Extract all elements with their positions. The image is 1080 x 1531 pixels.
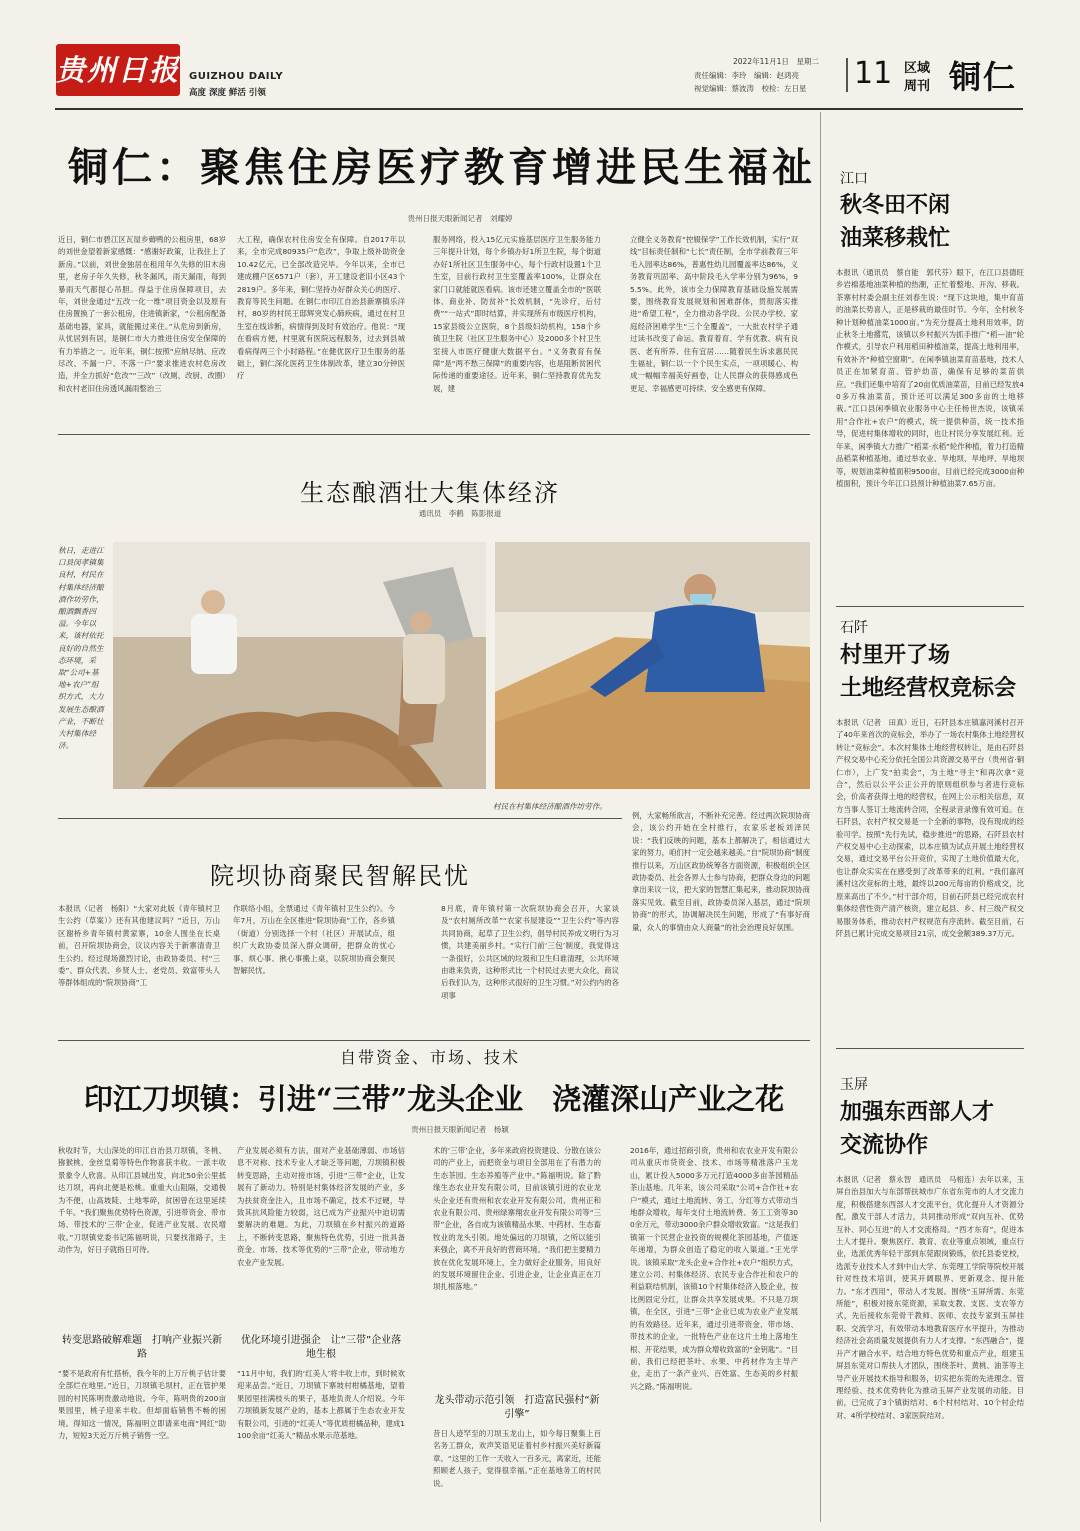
shiqian-title-1: 村里开了场: [840, 642, 951, 668]
newspaper-logo-text: 贵州日报: [56, 53, 181, 87]
jiangkou-location: 江口: [840, 171, 868, 187]
divider-courtyard-yinjiang: [58, 1040, 810, 1041]
jiangkou-body: 本报讯（通讯员 蔡自能 郭代芬）眼下，在江口县德旺乡岩棉基地油菜种植的热潮，正忙着整地、开沟、移栽。茶寨村村委会副主任刘春生说：“现下这块地，集中育苗的油菜长势喜人，正是移栽的最佳时节。今年，全村秋冬种计划种植油菜1000亩。”为充分提高土地利用效率，防止秋冬土地撂荒，该镇以乡村振兴为抓手推广“稻—油”轮作模式，引导农户利用稻田种植油菜，提高土地利用率，有效补齐“种植空窗期”。在闲季镇油菜育苗基地，技术人员正在加紧育苗、管护幼苗，确保有足够的菜苗供应。“我们还集中培育了20亩优质油菜苗，目前已经发放40多万株油菜苗，预计还可以满足300多亩的土地移栽。”江口县闲季镇农业服务中心主任杨世杰说，该镇采用“合作社+农户”的模式，统一提供种苗，统一技术指导，促进村集体增收的同时，也让村民分享发展红利。近年来，闲季镇大力推广“稻菜·水稻”轮作种植，着力打造精品稻菜种植基地。通过举农业、旱地坝、旱地坪、旱地坝等，规划油菜种植面积9500亩，目前已经完成3000亩种植面积，预计今年江口县预计种植油菜7.65万亩。: [836, 268, 1024, 488]
courtyard-text-col-3: 8月底，青年镇村第一次院坝协商会召开，大家谈及“农村厕所改革”“农家书屋建设”“卫生公约”等内容共同协商，起草了卫生公约，倡导村民养成文明行为习惯，共建美丽乡村。“实行门前‘三包’制度，我觉得这一条很好，公共区域的垃圾和卫生归谁清理，公共环境由谁来负责，这种形式比一个村民过去更大众化，商议后我们认为，这种形式很好的卫生习惯。”对公约内的各项事: [441, 904, 619, 1000]
editors-line-2: 视觉编辑：蔡波涛 校检：左日星: [694, 84, 807, 93]
yinjiang-text-col-1: 秋收时节，大山深处的印江自治县刀坝镇，冬桃、猕猴桃、金丝皇菊等特色作物喜获丰收。一派丰收景象令人欣喜。从印江县城出发，向北50余公里抵达刀坝，再向北便是松桃。重重大山阻隔，交通极为不便，山高坡陡、土地零碎，贫困曾在这里延续千年。“我们聚焦优势特色资源，引进带资金、带市场、带技术的‘三带’企业，促进产业发展、农民增收。”刀坝镇党委书记陈福明说，只要找准路子，主动作为，好日子就指日可待。: [58, 1146, 226, 1255]
yinjiang-byline: 贵州日报天眼新闻记者 杨颖: [411, 1125, 509, 1134]
liquor-photo-1: [113, 542, 486, 789]
main-text-col-1: 近日，铜仁市碧江区瓦屋乡薅鸭的公租房里，68岁的刘世金望着新家感慨：“感谢好政策，让我住上了新房。”以前，刘世金独居在租用年久失修的旧木房里，老房子年久失修，秋冬漏风，雨天漏雨，每到暴雨天气都提心吊胆。得益于住房保障项目，去年，刘世金通过“五改一化一维”项目资金以及原有住房置换了一套公租房，住进镇新家，“公租房配备基础电器，家具，就能搬过来住。”从危房到新房，从忧居到有居，是铜仁市大力推进住房安全保障的有力举措之一。近年来，铜仁按照“应纳尽纳、应改尽改、不漏一户、不落一户”要求推进农村危房改造，并全力抓好“危改”“三改”（改厕、改厨、改圈）和农村老旧住房透风漏雨整治三: [58, 235, 226, 393]
shiqian-title-2: 土地经营权竞标会: [840, 675, 1017, 701]
yinjiang-text-col-4: 2016年，通过招商引资，贵州和农农业开发有限公司从重庆市贷资金、技术、市场等精准落户玉龙山，累计投入5000多万元打造4000多亩茶园精品茶山基地。几年来，该公司采取“公司+合作社+农户”模式，通过土地流转、务工、分红等方式带动当地群众增收，每年支付土地流转费、务工工资等300余万元，带动3000余户群众增收致富。“这是我们镇第一个民营企业投资的规模化茶园基地，产值逐年递增，为群众创造了稳定的收入渠道。”王光学说。该镇采取“龙头企业+合作社+农户”组织方式，建立公司、村集体经济、农民专业合作社和农户的利益联结机制，该镇10个村集体经济入股企业，按比例固定分红，让群众共享发展成果。不只是刀坝镇，在全区，引进“三带”企业已成为农业产业发展的有效路径。近年来，通过引进带资金、带市场、带技术的企业，一批特色产业在这片土地上落地生根、开花结果，成为群众增收致富的“金钥匙”。“目前，我们已经把茶叶、水果、中药材作为主导产业，走出了一条产业兴、百姓富、生态美的乡村振兴之路。”陈福明说。: [630, 1146, 798, 1391]
masthead-rule: [55, 108, 1023, 110]
liquor-byline: 通讯员 李鹤 陈影报道: [418, 509, 502, 518]
divider-liquor-courtyard: [58, 818, 622, 819]
sidebar-divider: [820, 112, 821, 1522]
divider-main-liquor: [58, 434, 810, 435]
shiqian-body: 本报讯（记者 田真）近日，石阡县本庄镇嘉河溪村召开了40年来首次的竞标会，举办了一场农村集体土地经营权转让“竞标会”。本次村集体土地经营权转让，是由石阡县产权交易中心充分依托全国公共资源交易平台（贵州省·铜仁市），上广发“拍卖会”，为土地“寻主”和再次拿“竞合”，然后以公平公正公开的原则组织参与者进行竞标会，价高者获得土地的经营权，在网上公示相关信息，双方当事人签订土地流转合同，全程录音录像有效可追。在石阡县，农村产权交易是一个全新的事物，没有现成的经验可学。按照“先行先试，稳步推进”的思路，石阡县农村产权交易中心主动探索，以本庄镇为试点开展土地经营权交易，通过交易平台公开竞价，实现了土地价值最大化，也让群众实实在在感受到了改革带来的红利。“我们嘉河溪村这次竞标的土地，最终以200元每亩的价格成交，比原来高出了不少。”村干部介绍，目前石阡县已经完成农村集体经营性资产清产核资，建立起县、乡、村三级产权交易服务体系，推动农村产权规范有序流转。截至目前，石阡县已累计完成交易项目21宗，成交金额389.37万元。: [836, 718, 1024, 938]
newspaper-english-name: GUIZHOU DAILY: [189, 71, 284, 82]
date-line: 2022年11月1日 星期二: [733, 57, 819, 66]
page-number-divider: [846, 58, 848, 92]
yinjiang-subhead-2: 优化环境引进强企 让“三带”企业落地生根: [240, 1335, 402, 1360]
yinjiang-text-col-2: 产业发展必须有方法，面对产业基础薄弱、市场信息不对称、技术专业人才缺乏等问题，刀坝镇积极转变思路，主动对接市场，引进“三带”企业，让发展有了新动力。特别是村集体经济发展的产业，多为扶贫资金注入，且市场不确定，技术不过硬，导致其抗风险能力较弱，这已成为产业振兴中迫切需要解决的难题。为此，刀坝镇在乡村振兴的道路上，不断转变思路，聚焦特色优势，引进一批具备资金、市场、技术等优势的“三带”企业，带动地方农业产业发展。: [237, 1146, 405, 1267]
jiangkou-title-1: 秋冬田不闲: [840, 192, 951, 218]
yinjiang-headline: 印江刀坝镇：引进“三带”龙头企业 浇灌深山产业之花: [83, 1082, 785, 1116]
sidebar-rule-1: [836, 606, 1024, 607]
section-label-1: 区域: [904, 61, 931, 76]
liquor-side-caption: 秋日，走进江口县闵孝镇集良村，村民在村集体经济酿酒作坊劳作，酿酒飘香四溢。今年以来，该村依托良好的自然生态环境，采取“公司+基地+农户”组织方式，大力发展生态酿酒产业，不断壮大村集体经济。: [58, 546, 104, 751]
newspaper-slogan: 高度 深度 鲜活 引领: [189, 88, 266, 98]
yinjiang-text-col-3b: 昔日人迹罕至的刀坝玉龙山上，如今每日聚集上百名务工群众，欢声笑语见证着村乡村振兴美好新篇章。“这里的工作一天收入一百多元，离家近，还能照顾老人孩子，觉得很幸福。”正在基地务工的村民说。: [433, 1429, 601, 1488]
yinjiang-text-col-1b: “要不是政府有忙搭桥，我今年的上万斤桃子估计要全部烂在地里。”近日，刀坝镇毛坝村，正在管护果园的村民陈明贵激动地说。今年，陈明贵的200亩果园里，桃子迎来丰收。但却面临销售不畅的困境。得知这一情况，陈福明立即请来电商“网红”助力，短短3天近万斤桃子销售一空。: [58, 1369, 226, 1441]
yinjiang-subhead-3: 龙头带动示范引领 打造富民强村“新引擎”: [434, 1395, 600, 1420]
yuping-location: 玉屏: [840, 1077, 868, 1093]
main-text-col-4: 立健全义务教育“控辍保学”工作长效机制，实行“双线”目标责任制和“七长”责任制，全市学前教育三年毛入园率达86%，普惠性幼儿园覆盖率达86%，义务教育巩固率、高中阶段毛入学率分别为96%，95.5%。此外，该市全力保障教育基础设施发展需要，围绕教育发展规划和困难群体，贯彻落实推进“希望工程”，全力推动各学段、公民办学校、家庭经济困难学生“三个全覆盖”，一大批农村学子通过读书改变了命运。教育着育、学有优教、病有良医、老有所养、住有宜居……随着民生诉求惠民民生福祉，铜仁以一个个民生实点，一项项暖心、构成一幅幅幸福美好画卷，让人民群众的获得感成色更足、幸福感更可持续、安全感更有保障。: [630, 235, 798, 393]
main-text-col-2: 大工程，确保农村住房安全有保障。自2017年以来，全市完成80935户“危改”，争取上级补助资金10.42亿元，已全部改造完毕。今年以来，全市已建成棚户区6571户（套），开工建设老旧小区43个2819户。多年来，铜仁坚持办好群众关心的医疗、教育等民生问题。在铜仁市印江自治县新寨镇乐洋村，80岁的村民王邸辉突发心肺疾病，通过在村卫生室在线诊断，病情得到及时有效治疗。他说：“现在看病方便，村里就有医院远程服务，过去到县城看病得两三个小时路程。”在健优医疗卫生服务的基础上，铜仁深化医药卫生体制改革，建立30分钟医疗: [237, 235, 405, 381]
yinjiang-subhead-1: 转变思路破解难题 打响产业振兴新路: [62, 1335, 222, 1360]
jiangkou-title-2: 油菜移栽忙: [840, 225, 951, 251]
liquor-photo-caption: 村民在村集体经济酿酒作坊劳作。: [493, 802, 607, 811]
main-headline: 铜仁：聚焦住房医疗教育增进民生福祉: [68, 144, 816, 191]
main-text-col-3: 服务网络，投入15亿元实施基层医疗卫生服务能力三年提升计划，每个乡镇办好1所卫生院，每个街道办好1所社区卫生服务中心，每个行政村设置1个卫生室，目前行政村卫生室覆盖率100%，让群众在家门口就能就医看病。该市还建立覆盖全市的“医联体、商业补、防贫补”长效机制，“先诊疗，后付费”“一站式”即时结算，并实现所有市级医疗机构，15家县级公立医院，8个县级妇幼机构，158个乡镇卫生院（社区卫生服务中心）及2000多个村卫生室接入市医疗健康大数据平台。“义务教育有保障”是“两不愁三保障”的重要内容，也是阻断贫困代际传递的重要途径。近年来，铜仁坚持教育优先发展，建: [433, 235, 601, 393]
courtyard-text-col-2: 作联络小组，全票通过《青年镇村卫生公约》。今年7月，万山在全区推进“院坝协商”工作，各乡镇（街道）分别选择一个村（社区）开展试点，组织广大政协委员深入群众调研，把群众的忧心事、烦心事、揪心事搬上桌，以院坝协商会聚民智解民忧。: [233, 904, 395, 976]
yinjiang-kicker: 自带资金、市场、技术: [339, 1048, 520, 1067]
yinjiang-text-col-2b: “11月中旬，我们的‘红美人’将丰收上市，到时候欢迎来品尝。”近日，刀坝镇下寨坡村柑橘基地，望着果园里挂满枝头的果子，基地负责人介绍说。今年刀坝镇新发展产业的，基本上都属于生态农业开发有限公司，引进的“红美人”等优质柑橘品种，建成1100余亩“红美人”精品水果示范基地。: [237, 1369, 405, 1441]
yuping-body: 本报讯（记者 蔡永智 通讯员 马相连）去年以来，玉屏自治县加大与东部帮扶城市广东省东莞市的人才交流力度，积极搭建东西部人才交流平台，优化提升人才资源分配，激发干部人才活力，共同推动形成“双向互补、优势互补、同心互进”的人才交流格局。“西才东育”，促进本土人才提升。聚焦医疗、教育、农业等重点领域，重点行业，选派优秀年轻干部到东莞跟岗锻炼，依托县委党校，选派专业技术人才到中山大学、东莞理工学院等院校开展针对性技术培训，使其开阔眼界、更新观念、提升能力。“东才西用”，带动人才发展。围绕“玉屏所需、东莞所能”，积极对接东莞资源，采取支教、支医、支农等方式，先后接收东莞骨干教师、医师、农技专家到玉屏挂职、交流学习，有效带动本地教育医疗水平提升，为推动经济社会高质量发展提供有力人才支撑。“东西融合”，提升产才融合水平。结合地方特色优势和重点产业，组建玉屏县东莞对口帮扶人才团队，围绕茶叶、黄桃、油茶等主导产业开展技术指导和服务，切实把东莞的先进理念、管理经验、技术优势转化为推动玉屏产业发展的动能。目前，已完成了3个镇街结对、6个村村结对、10个村企结对、4所学校结对、3家医院结对。: [836, 1175, 1024, 1420]
masthead: [0, 0, 1080, 112]
courtyard-headline: 院坝协商聚民智解民忧: [210, 862, 470, 890]
yuping-title-2: 交流协作: [840, 1132, 929, 1158]
yinjiang-text-col-3: 术的‘三带’企业，多年来政府投资建设、分散在该公司的产业上，而把资金与项目全部用在了有潜力的生态茶园、生态养殖等产业中。”陈福明说。除了黔缘生态农业开发有限公司，目前该镇引进的农业龙头企业还有贵州和农农业开发有限公司、贵州正和农业有限公司、贵州绿寨翔农业开发有限公司等“三带”企业，各自成为该镇精品水果、中药材、生态畜牧业的龙头引领。地处偏远的刀坝镇，之所以能引来强企，离不开良好的营商环境。“我们把主要精力放在优化发展环境上，全力做好企业服务，用良好的发展环境留住企业、引进企业，让企业真正在刀坝扎根落地。”: [433, 1146, 601, 1292]
courtyard-text-col-1: 本报讯（记者 杨阳）“大家对此版《青年镇村卫生公约（草案）》还有其他建议吗？”近日，万山区谢桥乡青年镇村黄家寨，10余人围坐在长桌前，召开院坝协商会，议议内容关于新寨清青卫生公约。经过现场激烈讨论，由政协委员、村“三委”、群众代表、乡贤人士、老党员、致富带头人等群体组成的“院坝协商”工: [58, 904, 220, 988]
section-label-2: 周刊: [904, 79, 931, 94]
courtyard-text-col-4: 例，大家畅所欲言，不断补充完善。经过两次院坝协商会，该公约开始在全村推行，农家乐老板刘泽民说：“我们反映的问题，基本上都解决了，相信通过大家的努力，咱们村一定会越来越美。”自“院坝协商”制度推行以来，万山区政协统筹各方面资源，积极组织全区政协委员、社会各界人士参与协商，把群众身边的问题拿出来议一议，把大家的智慧汇集起来，推动院坝协商落实见效。截至目前，政协委员深入基层，通过“院坝协商”的形式，协调解决民生问题，形成了“有事好商量，众人的事情由众人商量”的社会治理良好氛围。: [632, 811, 810, 932]
sidebar-rule-2: [836, 1048, 1024, 1049]
yuping-title-1: 加强东西部人才: [840, 1099, 995, 1125]
page-number: 11: [854, 56, 893, 91]
main-byline: 贵州日报天眼新闻记者 刘耀婷: [407, 214, 513, 223]
editors-line-1: 责任编辑：李玲 编辑：赵鸿亮: [694, 71, 799, 80]
region-title: 铜仁: [949, 58, 1018, 96]
shiqian-location: 石阡: [840, 620, 868, 636]
liquor-photo-2: [495, 542, 810, 789]
liquor-headline: 生态酿酒壮大集体经济: [300, 479, 560, 507]
